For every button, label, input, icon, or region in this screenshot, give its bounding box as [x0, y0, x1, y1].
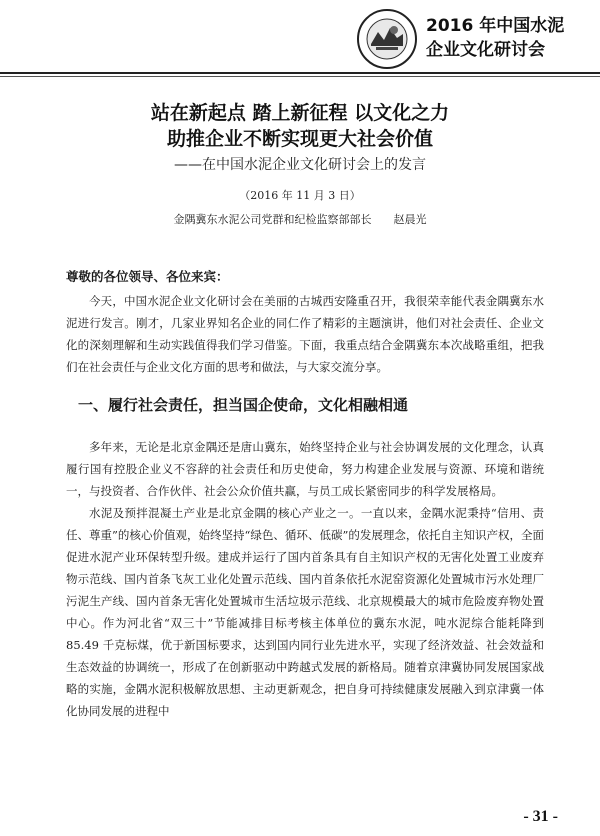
page-number: - 31 - — [523, 808, 558, 825]
conference-title-line2: 企业文化研讨会 — [426, 40, 545, 60]
author-affiliation: 金隅冀东水泥公司党群和纪检监察部部长 — [173, 213, 372, 226]
conference-title-line1: 2016 年中国水泥 — [426, 16, 565, 36]
speech-title-line1: 站在新起点 踏上新征程 以文化之力 — [150, 102, 450, 124]
speech-title-line2: 助推企业不断实现更大社会价值 — [166, 128, 433, 150]
header-divider-thin — [0, 76, 600, 77]
speech-subtitle: ——在中国水泥企业文化研讨会上的发言 — [174, 157, 426, 173]
author-line — [0, 212, 600, 228]
conference-logo-icon — [356, 8, 418, 70]
section-heading: 一、履行社会责任，担当国企使命，文化相融相通 — [78, 396, 409, 414]
speech-date: （2016 年 11 月 3 日） — [239, 189, 361, 202]
author-name: 赵晨光 — [393, 213, 427, 226]
body-paragraph: 今天，中国水泥企业文化研讨会在美丽的古城西安隆重召开，我很荣幸能代表金隅冀东水泥进行发言。刚才，几家业界知名企业的同仁作了精彩的主题演讲，他们对社会责任、企业文化的深刻理解和生动实践值得我们学习借鉴。下面，我重点结合金隅冀东本次战略重组，把我们在社会责任与企业文化方面的思考和做法，与大家交流分享。 — [66, 294, 544, 374]
body-paragraph: 多年来，无论是北京金隅还是唐山冀东，始终坚持企业与社会协调发展的文化理念，认真履行国有控股企业义不容辞的社会责任和历史使命，努力构建企业发展与资源、环境和谐统一，与投资者、合作伙伴、社会公众价值共赢，与员工成长紧密同步的科学发展格局。 — [66, 440, 544, 498]
salutation: 尊敬的各位领导、各位来宾： — [66, 269, 229, 284]
header-divider — [0, 72, 600, 74]
speech-body — [66, 268, 544, 722]
conference-title — [426, 14, 596, 62]
body-paragraph: 水泥及预拌混凝土产业是北京金隅的核心产业之一。一直以来，金隅水泥秉持“信用、责任、尊重”的核心价值观，始终坚持“绿色、循环、低碳”的发展理念，依托自主知识产权，全面促进水泥产业环保转型升级。建成并运行了国内首条具有自主知识产权的无害化处置工业废弃物示范线、国内首条飞灰工业化处置示范线、国内首条依托水泥窑资源化处置城市污水处理厂污泥生产线、国内首条无害化处置城市生活垃圾示范线、北京规模最大的城市危险废弃物处置中心。作为河北省“双三十”节能减排目标考核主体单位的冀东水泥，吨水泥综合能耗降到 85.49 千克标煤，优于新国标要求，达到国内同行业先进水平，实现了经济效益、社会效益和生态效益的协调统一，形成了在创新驱动中跨越式发展的新格局。随着京津冀协同发展国家战略的实施，金隅水泥积极解放思想、主动更新观念，把自身可持续健康发展融入到京津冀一体化协同发展的进程中 — [66, 506, 544, 718]
speech-title-block — [0, 100, 600, 228]
